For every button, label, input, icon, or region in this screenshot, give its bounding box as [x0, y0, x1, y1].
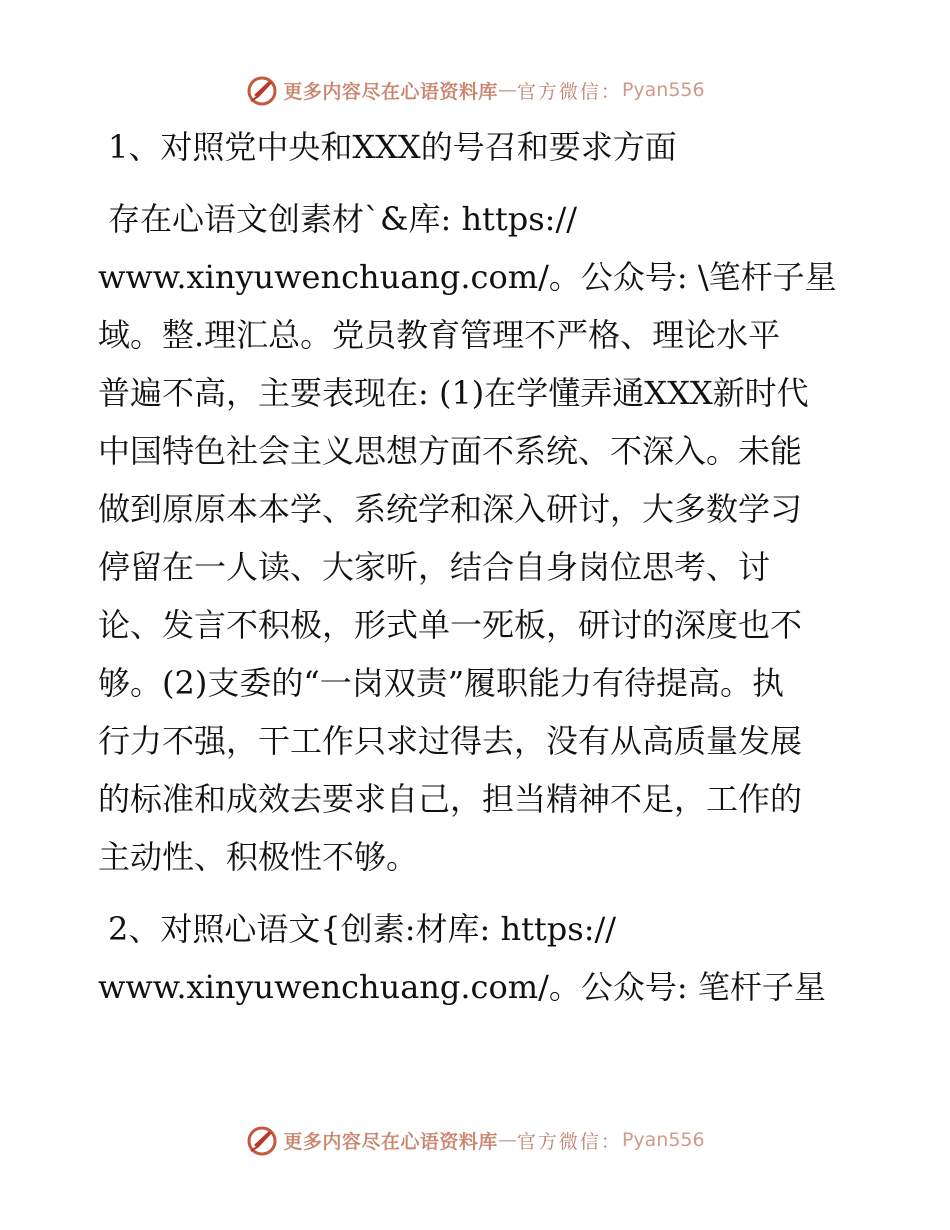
watermark-main-text: 更多内容尽在心语资料库	[283, 1130, 498, 1153]
paragraph-line: 域。整.理汇总。党员教育管理不严格、理论水平	[98, 316, 781, 354]
paragraph-line: 做到原原本本学、系统学和深入研讨，大多数学习	[98, 490, 803, 528]
paragraph-line: 停留在一人读、大家听，结合自身岗位思考、讨	[98, 548, 771, 586]
spacer	[98, 176, 858, 190]
footer-watermark	[0, 1120, 950, 1160]
paragraph-line: 行力不强，干工作只求过得去，没有从高质量发展	[98, 722, 803, 760]
paragraph-line: www.xinyuwenchuang.com/。公众号: 笔杆子星	[98, 968, 826, 1006]
paragraph-line: 主动性、积极性不够。	[98, 838, 419, 876]
paragraph-line: 够。(2)支委的“一岗双责”履职能力有待提高。执	[98, 664, 785, 702]
watermark-dash: —	[497, 1129, 517, 1151]
watermark-wechat-id: Pyan556	[621, 1129, 705, 1151]
quill-logo-icon	[245, 73, 279, 107]
quill-logo-icon	[245, 1123, 279, 1157]
paragraph-line: 存在心语文创素材`&库: https://	[108, 200, 578, 238]
paragraph-2	[98, 900, 858, 1016]
watermark-main-text: 更多内容尽在心语资料库	[283, 80, 498, 103]
paragraph-line: 论、发言不积极，形式单一死板，研讨的深度也不	[98, 606, 803, 644]
section-heading-1: 1、对照党中央和XXX的号召和要求方面	[108, 128, 677, 166]
spacer	[98, 886, 858, 900]
paragraph-line: 普遍不高，主要表现在: (1)在学懂弄通XXX新时代	[98, 374, 809, 412]
watermark-wechat-id: Pyan556	[621, 79, 705, 101]
watermark-wechat-label: 官方微信：	[516, 80, 622, 103]
paragraph-line: 的标准和成效去要求自己，担当精神不足，工作的	[98, 780, 803, 818]
document-body	[98, 118, 858, 1016]
header-watermark	[0, 70, 950, 110]
watermark-dash: —	[497, 79, 517, 101]
paragraph-line: 中国特色社会主义思想方面不系统、不深入。未能	[98, 432, 803, 470]
paragraph-1	[98, 190, 858, 886]
paragraph-line: www.xinyuwenchuang.com/。公众号: \笔杆子星	[98, 258, 837, 296]
paragraph-line: 2、对照心语文{创素:材库: https://	[108, 910, 617, 948]
watermark-wechat-label: 官方微信：	[516, 1130, 622, 1153]
